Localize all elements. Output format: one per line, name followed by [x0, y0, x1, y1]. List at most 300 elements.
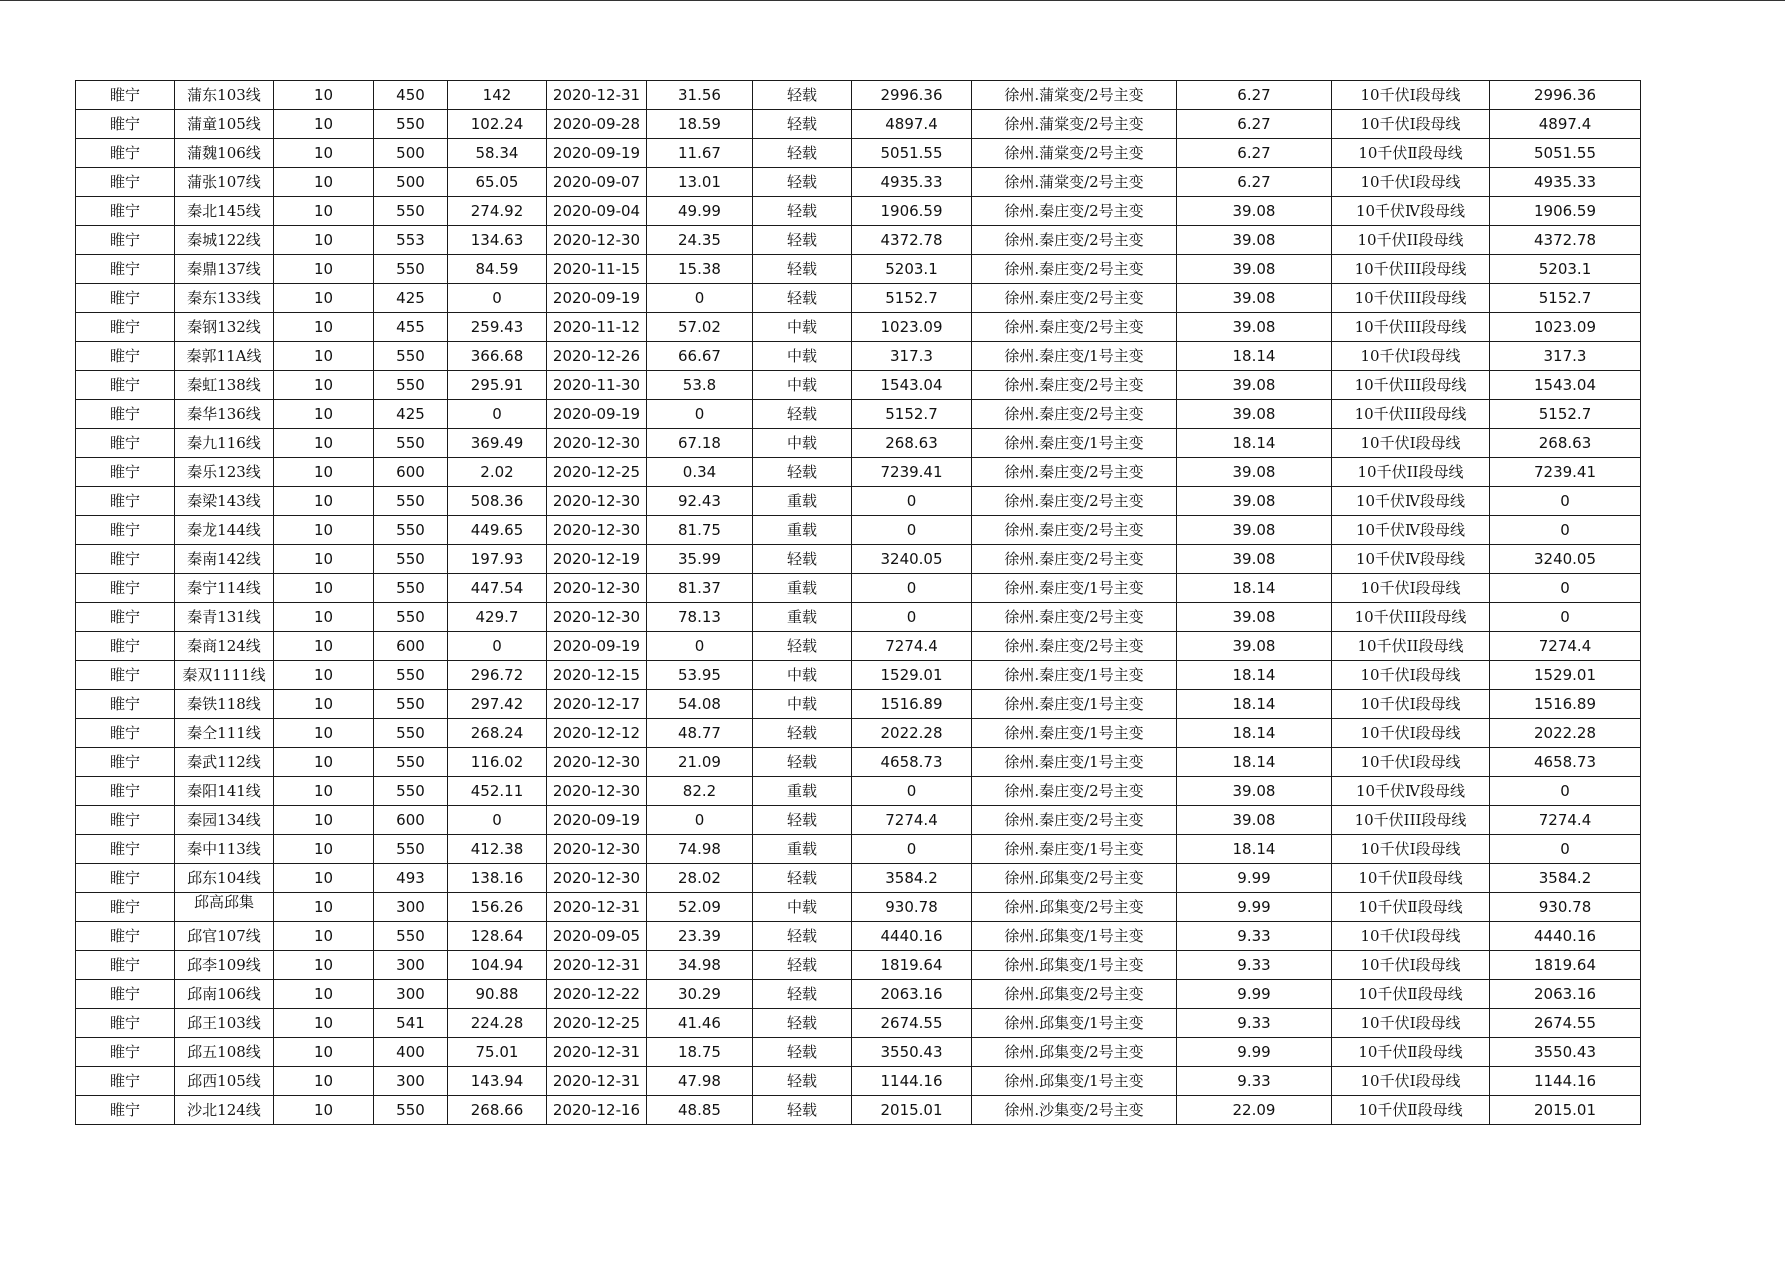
cell-substation: 徐州.秦庄变/1号主变 [972, 748, 1177, 777]
cell-substation: 徐州.蒲棠变/2号主变 [972, 139, 1177, 168]
table-row [76, 748, 1641, 777]
cell-spare-capacity: 0 [852, 574, 972, 603]
cell-transformer-load-rate: 6.27 [1177, 139, 1332, 168]
cell-bus: 10千伏Ⅰ段母线 [1332, 574, 1490, 603]
cell-transformer-load-rate: 9.33 [1177, 951, 1332, 980]
cell-date: 2020-12-30 [547, 429, 647, 458]
cell-transformer-load-rate: 39.08 [1177, 806, 1332, 835]
cell-rated-capacity: 550 [374, 429, 448, 458]
cell-available-capacity: 5051.55 [1490, 139, 1641, 168]
table-row [76, 574, 1641, 603]
cell-bus: 10千伏Ⅰ段母线 [1332, 748, 1490, 777]
cell-date: 2020-12-30 [547, 516, 647, 545]
cell-county: 睢宁 [76, 661, 175, 690]
cell-date: 2020-12-25 [547, 1009, 647, 1038]
cell-bus: 10千伏Ⅰ段母线 [1332, 110, 1490, 139]
cell-rated-capacity: 300 [374, 893, 448, 922]
cell-rated-capacity: 425 [374, 400, 448, 429]
cell-available-capacity: 0 [1490, 516, 1641, 545]
cell-load-rate: 53.8 [647, 371, 753, 400]
cell-county: 睢宁 [76, 255, 175, 284]
cell-voltage: 10 [274, 139, 374, 168]
cell-rated-capacity: 550 [374, 371, 448, 400]
cell-spare-capacity: 930.78 [852, 893, 972, 922]
cell-transformer-load-rate: 18.14 [1177, 342, 1332, 371]
cell-transformer-load-rate: 39.08 [1177, 603, 1332, 632]
cell-line: 秦城122线 [175, 226, 274, 255]
table-row [76, 1009, 1641, 1038]
cell-load: 轻载 [753, 197, 852, 226]
cell-line: 秦龙144线 [175, 516, 274, 545]
cell-voltage: 10 [274, 255, 374, 284]
cell-max-current: 0 [448, 806, 547, 835]
cell-load: 轻载 [753, 139, 852, 168]
cell-date: 2020-12-16 [547, 1096, 647, 1125]
cell-line: 秦钢132线 [175, 313, 274, 342]
cell-load-rate: 23.39 [647, 922, 753, 951]
table-row [76, 313, 1641, 342]
cell-bus: 10千伏Ⅰ段母线 [1332, 81, 1490, 110]
cell-voltage: 10 [274, 661, 374, 690]
cell-voltage: 10 [274, 603, 374, 632]
cell-date: 2020-12-31 [547, 951, 647, 980]
cell-substation: 徐州.秦庄变/2号主变 [972, 197, 1177, 226]
cell-date: 2020-12-31 [547, 1038, 647, 1067]
table-row [76, 458, 1641, 487]
cell-load: 中载 [753, 429, 852, 458]
cell-line: 秦宁114线 [175, 574, 274, 603]
cell-transformer-load-rate: 39.08 [1177, 284, 1332, 313]
cell-date: 2020-09-19 [547, 806, 647, 835]
cell-voltage: 10 [274, 226, 374, 255]
cell-load-rate: 18.59 [647, 110, 753, 139]
cell-load: 重载 [753, 516, 852, 545]
cell-rated-capacity: 450 [374, 81, 448, 110]
cell-available-capacity: 930.78 [1490, 893, 1641, 922]
cell-transformer-load-rate: 18.14 [1177, 748, 1332, 777]
cell-load-rate: 31.56 [647, 81, 753, 110]
cell-county: 睢宁 [76, 226, 175, 255]
cell-load-rate: 48.77 [647, 719, 753, 748]
cell-load: 轻载 [753, 226, 852, 255]
cell-county: 睢宁 [76, 110, 175, 139]
cell-transformer-load-rate: 39.08 [1177, 545, 1332, 574]
cell-date: 2020-11-15 [547, 255, 647, 284]
cell-rated-capacity: 300 [374, 980, 448, 1009]
feeder-load-table [75, 80, 1641, 1125]
cell-max-current: 84.59 [448, 255, 547, 284]
cell-county: 睢宁 [76, 313, 175, 342]
cell-load: 中载 [753, 661, 852, 690]
cell-substation: 徐州.秦庄变/1号主变 [972, 719, 1177, 748]
cell-spare-capacity: 0 [852, 835, 972, 864]
table-row [76, 980, 1641, 1009]
cell-voltage: 10 [274, 951, 374, 980]
cell-line: 蒲东103线 [175, 81, 274, 110]
cell-available-capacity: 3240.05 [1490, 545, 1641, 574]
cell-spare-capacity: 1023.09 [852, 313, 972, 342]
cell-line: 秦东133线 [175, 284, 274, 313]
cell-max-current: 259.43 [448, 313, 547, 342]
cell-voltage: 10 [274, 429, 374, 458]
table-row [76, 371, 1641, 400]
cell-rated-capacity: 541 [374, 1009, 448, 1038]
cell-spare-capacity: 0 [852, 516, 972, 545]
cell-max-current: 58.34 [448, 139, 547, 168]
cell-substation: 徐州.秦庄变/2号主变 [972, 632, 1177, 661]
cell-transformer-load-rate: 9.33 [1177, 922, 1332, 951]
table-row [76, 893, 1641, 922]
cell-available-capacity: 5203.1 [1490, 255, 1641, 284]
cell-date: 2020-12-25 [547, 458, 647, 487]
table-row [76, 603, 1641, 632]
cell-voltage: 10 [274, 835, 374, 864]
cell-county: 睢宁 [76, 922, 175, 951]
cell-voltage: 10 [274, 400, 374, 429]
cell-load: 轻载 [753, 545, 852, 574]
cell-available-capacity: 2674.55 [1490, 1009, 1641, 1038]
cell-line: 秦梁143线 [175, 487, 274, 516]
cell-substation: 徐州.秦庄变/2号主变 [972, 400, 1177, 429]
cell-available-capacity: 1023.09 [1490, 313, 1641, 342]
cell-transformer-load-rate: 39.08 [1177, 255, 1332, 284]
cell-available-capacity: 4440.16 [1490, 922, 1641, 951]
cell-load: 轻载 [753, 806, 852, 835]
cell-load: 轻载 [753, 864, 852, 893]
cell-county: 睢宁 [76, 371, 175, 400]
cell-line: 秦武112线 [175, 748, 274, 777]
cell-load-rate: 0 [647, 806, 753, 835]
cell-date: 2020-11-30 [547, 371, 647, 400]
cell-load: 重载 [753, 777, 852, 806]
cell-bus: 10千伏III段母线 [1332, 313, 1490, 342]
cell-county: 睢宁 [76, 980, 175, 1009]
cell-transformer-load-rate: 39.08 [1177, 313, 1332, 342]
cell-spare-capacity: 1819.64 [852, 951, 972, 980]
cell-spare-capacity: 4897.4 [852, 110, 972, 139]
cell-line: 邱五108线 [175, 1038, 274, 1067]
cell-transformer-load-rate: 9.33 [1177, 1067, 1332, 1096]
cell-rated-capacity: 300 [374, 951, 448, 980]
cell-voltage: 10 [274, 458, 374, 487]
cell-date: 2020-11-12 [547, 313, 647, 342]
cell-line: 邱南106线 [175, 980, 274, 1009]
cell-transformer-load-rate: 9.33 [1177, 1009, 1332, 1038]
cell-voltage: 10 [274, 980, 374, 1009]
cell-load-rate: 53.95 [647, 661, 753, 690]
cell-voltage: 10 [274, 110, 374, 139]
cell-voltage: 10 [274, 168, 374, 197]
cell-line: 秦鼎137线 [175, 255, 274, 284]
cell-max-current: 268.66 [448, 1096, 547, 1125]
cell-county: 睢宁 [76, 342, 175, 371]
cell-spare-capacity: 2674.55 [852, 1009, 972, 1038]
table-row [76, 806, 1641, 835]
cell-load-rate: 35.99 [647, 545, 753, 574]
cell-load: 轻载 [753, 922, 852, 951]
cell-substation: 徐州.邱集变/2号主变 [972, 893, 1177, 922]
cell-spare-capacity: 268.63 [852, 429, 972, 458]
cell-substation: 徐州.秦庄变/1号主变 [972, 690, 1177, 719]
cell-transformer-load-rate: 18.14 [1177, 574, 1332, 603]
cell-date: 2020-12-19 [547, 545, 647, 574]
cell-rated-capacity: 550 [374, 835, 448, 864]
cell-rated-capacity: 550 [374, 516, 448, 545]
cell-date: 2020-12-31 [547, 893, 647, 922]
cell-max-current: 366.68 [448, 342, 547, 371]
cell-transformer-load-rate: 39.08 [1177, 458, 1332, 487]
cell-substation: 徐州.邱集变/2号主变 [972, 1038, 1177, 1067]
cell-date: 2020-12-15 [547, 661, 647, 690]
cell-bus: 10千伏III段母线 [1332, 400, 1490, 429]
cell-available-capacity: 0 [1490, 574, 1641, 603]
cell-max-current: 296.72 [448, 661, 547, 690]
cell-load-rate: 47.98 [647, 1067, 753, 1096]
cell-rated-capacity: 550 [374, 110, 448, 139]
cell-spare-capacity: 4440.16 [852, 922, 972, 951]
cell-bus: 10千伏Ⅰ段母线 [1332, 1009, 1490, 1038]
cell-date: 2020-12-30 [547, 864, 647, 893]
cell-rated-capacity: 500 [374, 139, 448, 168]
cell-max-current: 116.02 [448, 748, 547, 777]
cell-spare-capacity: 1529.01 [852, 661, 972, 690]
cell-available-capacity: 4897.4 [1490, 110, 1641, 139]
cell-rated-capacity: 550 [374, 255, 448, 284]
cell-transformer-load-rate: 18.14 [1177, 835, 1332, 864]
cell-substation: 徐州.邱集变/1号主变 [972, 1067, 1177, 1096]
cell-available-capacity: 0 [1490, 603, 1641, 632]
cell-bus: 10千伏III段母线 [1332, 806, 1490, 835]
cell-line: 秦南142线 [175, 545, 274, 574]
cell-load: 轻载 [753, 748, 852, 777]
cell-rated-capacity: 500 [374, 168, 448, 197]
cell-date: 2020-12-30 [547, 748, 647, 777]
cell-line: 秦双1111线 [175, 661, 274, 690]
cell-max-current: 274.92 [448, 197, 547, 226]
cell-county: 睢宁 [76, 1067, 175, 1096]
cell-spare-capacity: 5203.1 [852, 255, 972, 284]
cell-transformer-load-rate: 39.08 [1177, 487, 1332, 516]
cell-county: 睢宁 [76, 458, 175, 487]
cell-substation: 徐州.蒲棠变/2号主变 [972, 168, 1177, 197]
cell-available-capacity: 4658.73 [1490, 748, 1641, 777]
table-row [76, 168, 1641, 197]
cell-county: 睢宁 [76, 487, 175, 516]
cell-county: 睢宁 [76, 139, 175, 168]
cell-county: 睢宁 [76, 400, 175, 429]
cell-transformer-load-rate: 9.99 [1177, 980, 1332, 1009]
cell-line: 秦园134线 [175, 806, 274, 835]
cell-date: 2020-09-19 [547, 632, 647, 661]
cell-county: 睢宁 [76, 1096, 175, 1125]
cell-voltage: 10 [274, 371, 374, 400]
cell-line: 秦虹138线 [175, 371, 274, 400]
cell-load-rate: 81.75 [647, 516, 753, 545]
cell-line: 秦铁118线 [175, 690, 274, 719]
cell-load-rate: 0 [647, 284, 753, 313]
cell-rated-capacity: 455 [374, 313, 448, 342]
cell-substation: 徐州.秦庄变/2号主变 [972, 806, 1177, 835]
cell-date: 2020-09-19 [547, 139, 647, 168]
cell-spare-capacity: 3584.2 [852, 864, 972, 893]
table-row [76, 777, 1641, 806]
cell-date: 2020-12-31 [547, 1067, 647, 1096]
cell-load-rate: 28.02 [647, 864, 753, 893]
cell-date: 2020-09-28 [547, 110, 647, 139]
cell-bus: 10千伏Ⅳ段母线 [1332, 777, 1490, 806]
cell-line: 沙北124线 [175, 1096, 274, 1125]
cell-voltage: 10 [274, 313, 374, 342]
cell-max-current: 449.65 [448, 516, 547, 545]
cell-rated-capacity: 550 [374, 777, 448, 806]
cell-county: 睢宁 [76, 835, 175, 864]
cell-date: 2020-09-19 [547, 400, 647, 429]
table-row [76, 545, 1641, 574]
cell-available-capacity: 5152.7 [1490, 284, 1641, 313]
table-row [76, 719, 1641, 748]
table-row [76, 951, 1641, 980]
cell-load: 轻载 [753, 1038, 852, 1067]
cell-available-capacity: 3584.2 [1490, 864, 1641, 893]
cell-rated-capacity: 493 [374, 864, 448, 893]
cell-max-current: 143.94 [448, 1067, 547, 1096]
cell-voltage: 10 [274, 197, 374, 226]
cell-bus: 10千伏Ⅳ段母线 [1332, 516, 1490, 545]
cell-date: 2020-09-19 [547, 284, 647, 313]
cell-load: 重载 [753, 574, 852, 603]
cell-max-current: 508.36 [448, 487, 547, 516]
table-row [76, 81, 1641, 110]
cell-available-capacity: 2022.28 [1490, 719, 1641, 748]
cell-spare-capacity: 0 [852, 603, 972, 632]
cell-bus: 10千伏III段母线 [1332, 371, 1490, 400]
cell-substation: 徐州.蒲棠变/2号主变 [972, 81, 1177, 110]
cell-county: 睢宁 [76, 168, 175, 197]
cell-load-rate: 18.75 [647, 1038, 753, 1067]
cell-substation: 徐州.邱集变/2号主变 [972, 864, 1177, 893]
cell-line: 邱官107线 [175, 922, 274, 951]
cell-rated-capacity: 300 [374, 1067, 448, 1096]
cell-transformer-load-rate: 6.27 [1177, 168, 1332, 197]
cell-spare-capacity: 1906.59 [852, 197, 972, 226]
cell-bus: 10千伏Ⅰ段母线 [1332, 429, 1490, 458]
cell-max-current: 369.49 [448, 429, 547, 458]
cell-line: 秦仝111线 [175, 719, 274, 748]
cell-rated-capacity: 550 [374, 342, 448, 371]
cell-bus: 10千伏III段母线 [1332, 255, 1490, 284]
cell-available-capacity: 5152.7 [1490, 400, 1641, 429]
table-row [76, 197, 1641, 226]
cell-transformer-load-rate: 39.08 [1177, 371, 1332, 400]
cell-spare-capacity: 2063.16 [852, 980, 972, 1009]
cell-date: 2020-12-30 [547, 835, 647, 864]
cell-voltage: 10 [274, 777, 374, 806]
cell-load: 中载 [753, 690, 852, 719]
cell-load-rate: 52.09 [647, 893, 753, 922]
cell-substation: 徐州.秦庄变/1号主变 [972, 429, 1177, 458]
cell-voltage: 10 [274, 1038, 374, 1067]
table-row [76, 1096, 1641, 1125]
cell-load-rate: 13.01 [647, 168, 753, 197]
cell-spare-capacity: 5152.7 [852, 284, 972, 313]
cell-line: 邱东104线 [175, 864, 274, 893]
cell-spare-capacity: 5051.55 [852, 139, 972, 168]
cell-line: 蒲魏106线 [175, 139, 274, 168]
cell-county: 睢宁 [76, 777, 175, 806]
cell-load: 轻载 [753, 632, 852, 661]
cell-county: 睢宁 [76, 719, 175, 748]
cell-load: 轻载 [753, 284, 852, 313]
cell-voltage: 10 [274, 284, 374, 313]
cell-line: 秦九116线 [175, 429, 274, 458]
cell-substation: 徐州.秦庄变/2号主变 [972, 458, 1177, 487]
cell-load: 轻载 [753, 951, 852, 980]
cell-bus: 10千伏Ⅰ段母线 [1332, 951, 1490, 980]
cell-load: 轻载 [753, 400, 852, 429]
cell-max-current: 295.91 [448, 371, 547, 400]
cell-transformer-load-rate: 39.08 [1177, 400, 1332, 429]
cell-voltage: 10 [274, 922, 374, 951]
cell-bus: 10千伏Ⅱ段母线 [1332, 1038, 1490, 1067]
cell-load-rate: 57.02 [647, 313, 753, 342]
cell-load: 重载 [753, 487, 852, 516]
cell-voltage: 10 [274, 806, 374, 835]
cell-line: 秦商124线 [175, 632, 274, 661]
cell-substation: 徐州.秦庄变/2号主变 [972, 603, 1177, 632]
cell-transformer-load-rate: 39.08 [1177, 226, 1332, 255]
cell-rated-capacity: 550 [374, 719, 448, 748]
cell-spare-capacity: 7274.4 [852, 632, 972, 661]
cell-spare-capacity: 2015.01 [852, 1096, 972, 1125]
cell-date: 2020-12-12 [547, 719, 647, 748]
cell-rated-capacity: 425 [374, 284, 448, 313]
table-row [76, 661, 1641, 690]
cell-spare-capacity: 5152.7 [852, 400, 972, 429]
cell-bus: 10千伏II段母线 [1332, 632, 1490, 661]
cell-max-current: 197.93 [448, 545, 547, 574]
cell-available-capacity: 7274.4 [1490, 632, 1641, 661]
cell-max-current: 128.64 [448, 922, 547, 951]
cell-rated-capacity: 550 [374, 197, 448, 226]
cell-voltage: 10 [274, 81, 374, 110]
cell-bus: 10千伏Ⅰ段母线 [1332, 1067, 1490, 1096]
cell-load-rate: 78.13 [647, 603, 753, 632]
cell-max-current: 224.28 [448, 1009, 547, 1038]
page-top-rule [0, 0, 1785, 1]
cell-load: 中载 [753, 371, 852, 400]
table-row [76, 139, 1641, 168]
cell-voltage: 10 [274, 893, 374, 922]
cell-transformer-load-rate: 22.09 [1177, 1096, 1332, 1125]
cell-transformer-load-rate: 39.08 [1177, 777, 1332, 806]
cell-load: 轻载 [753, 719, 852, 748]
table-row [76, 1038, 1641, 1067]
cell-load-rate: 0 [647, 632, 753, 661]
cell-bus: 10千伏Ⅱ段母线 [1332, 1096, 1490, 1125]
cell-max-current: 138.16 [448, 864, 547, 893]
cell-max-current: 2.02 [448, 458, 547, 487]
cell-county: 睢宁 [76, 864, 175, 893]
cell-spare-capacity: 1144.16 [852, 1067, 972, 1096]
cell-county: 睢宁 [76, 429, 175, 458]
cell-date: 2020-12-30 [547, 226, 647, 255]
cell-line: 秦华136线 [175, 400, 274, 429]
cell-load: 轻载 [753, 255, 852, 284]
cell-transformer-load-rate: 18.14 [1177, 719, 1332, 748]
cell-date: 2020-12-26 [547, 342, 647, 371]
cell-substation: 徐州.秦庄变/2号主变 [972, 313, 1177, 342]
cell-date: 2020-12-22 [547, 980, 647, 1009]
